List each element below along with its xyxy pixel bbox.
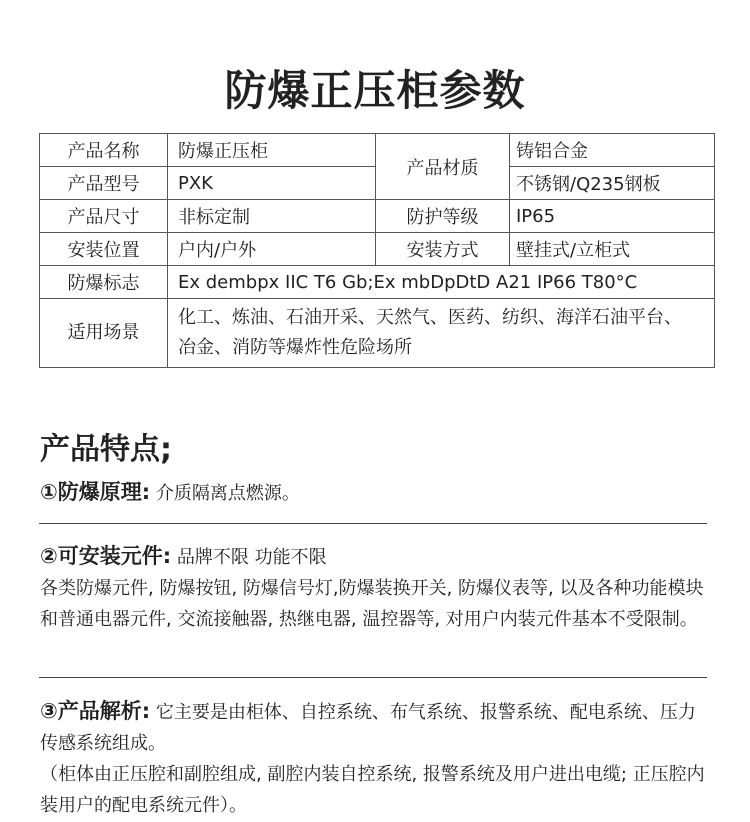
install-value: 壁挂式/立柜式 (510, 233, 715, 266)
divider (39, 523, 707, 524)
material-label: 产品材质 (376, 134, 510, 200)
name-label: 产品名称 (40, 134, 168, 167)
feature-3-text: 它主要是由柜体、自控系统、布气系统、报警系统、配电系统、压力传感系统组成。 (40, 702, 696, 754)
protection-value: IP65 (510, 200, 715, 233)
install-label: 安装方式 (376, 233, 510, 266)
model-value: PXK (168, 167, 376, 200)
feature-3-head: ③产品解析: (40, 699, 151, 723)
feature-2 (40, 541, 712, 635)
spec-table (39, 133, 715, 368)
exmark-label: 防爆标志 (40, 266, 168, 299)
size-value: 非标定制 (168, 200, 376, 233)
feature-1-text: 介质隔离点燃源。 (155, 483, 300, 504)
divider (39, 677, 707, 678)
table-row (40, 200, 715, 233)
feature-2-head: ②可安装元件: (40, 544, 172, 568)
scene-label: 适用场景 (40, 299, 168, 368)
table-row (40, 233, 715, 266)
material-value-2: 不锈钢/Q235钢板 (510, 167, 715, 200)
table-row (40, 299, 715, 368)
protection-label: 防护等级 (376, 200, 510, 233)
location-value: 户内/户外 (168, 233, 376, 266)
feature-1-head: ①防爆原理: (40, 480, 151, 504)
size-label: 产品尺寸 (40, 200, 168, 233)
table-row (40, 266, 715, 299)
scene-line-1: 化工、炼油、石油开采、天然气、医药、纺织、海洋石油平台、 (178, 307, 682, 328)
feature-1 (40, 477, 712, 509)
features-heading: 产品特点; (40, 432, 172, 467)
name-value: 防爆正压柜 (168, 134, 376, 167)
scene-value (168, 299, 715, 368)
table-row (40, 134, 715, 167)
scene-line-2: 冶金、消防等爆炸性危险场所 (178, 337, 412, 358)
feature-2-body: 各类防爆元件, 防爆按钮, 防爆信号灯,防爆装换开关, 防爆仪表等, 以及各种功能模块和普通电器元件, 交流接触器, 热继电器, 温控器等, 对用户内装元件基本不受限制。 (40, 578, 704, 630)
model-label: 产品型号 (40, 167, 168, 200)
material-value-1: 铸铝合金 (510, 134, 715, 167)
feature-3-note: （柜体由正压腔和副腔组成, 副腔内装自控系统, 报警系统及用户进出电缆; 正压腔内装用户的配电系统元件）。 (40, 764, 705, 816)
location-label: 安装位置 (40, 233, 168, 266)
exmark-value: Ex dembpx IIC T6 Gb;Ex mbDpDtD A21 IP66 T80°C (168, 266, 715, 299)
feature-3 (40, 696, 712, 821)
page-title: 防爆正压柜参数 (224, 66, 526, 115)
feature-2-sub: 品牌不限 功能不限 (176, 547, 327, 568)
